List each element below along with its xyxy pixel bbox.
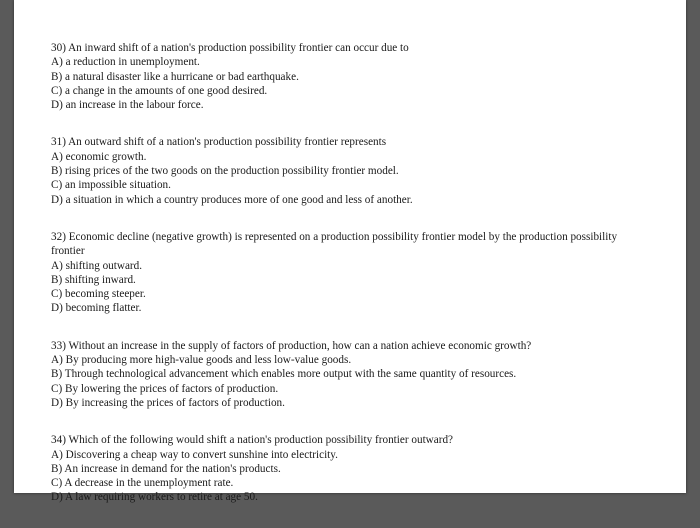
question-31: [51, 135, 651, 206]
question-stem: 30) An inward shift of a nation's production possibility frontier can occur due to: [51, 42, 409, 54]
option-b: B) shifting inward.: [51, 273, 136, 286]
option-c: C) becoming steeper.: [51, 288, 146, 301]
question-stem: 33) Without an increase in the supply of factors of production, how can a nation achieve economic growth?: [51, 339, 532, 352]
document-page: [14, 0, 686, 504]
option-c: C) an impossible situation.: [51, 179, 171, 192]
option-c: C) By lowering the prices of factors of production.: [51, 382, 279, 395]
option-d: D) a situation in which a country produces more of one good and less of another.: [51, 193, 413, 206]
option-a: A) By producing more high-value goods and less low-value goods.: [51, 354, 352, 367]
option-d: D) becoming flatter.: [51, 302, 142, 315]
question-stem: 34) Which of the following would shift a nation's production possibility frontier outward?: [51, 434, 454, 447]
option-d: D) A law requiring workers to retire at age 50.: [51, 491, 258, 504]
option-a: A) economic growth.: [51, 150, 147, 163]
option-c: C) A decrease in the unemployment rate.: [51, 477, 234, 490]
question-stem: 31) An outward shift of a nation's production possibility frontier represents: [51, 136, 387, 149]
option-d: D) By increasing the prices of factors of production.: [51, 396, 285, 409]
question-30: [51, 41, 651, 112]
option-b: B) a natural disaster like a hurricane or bad earthquake.: [51, 70, 299, 83]
option-a: A) a reduction in unemployment.: [51, 56, 200, 69]
option-a: A) Discovering a cheap way to convert sunshine into electricity.: [51, 448, 338, 461]
question-32: [51, 230, 651, 316]
option-b: B) rising prices of the two goods on the production possibility frontier model.: [51, 165, 399, 178]
option-b: B) Through technological advancement which enables more output with the same quantity of resources.: [51, 368, 517, 381]
question-stem: 32) Economic decline (negative growth) is represented on a production possibility frontier model by the production possibility frontier: [51, 230, 618, 258]
option-d: D) an increase in the labour force.: [51, 99, 204, 112]
option-c: C) a change in the amounts of one good desired.: [51, 84, 268, 97]
question-list: [51, 41, 651, 528]
option-b: B) An increase in demand for the nation's products.: [51, 462, 281, 475]
option-a: A) shifting outward.: [51, 259, 143, 272]
question-33: [51, 339, 651, 410]
question-34: [51, 433, 651, 504]
